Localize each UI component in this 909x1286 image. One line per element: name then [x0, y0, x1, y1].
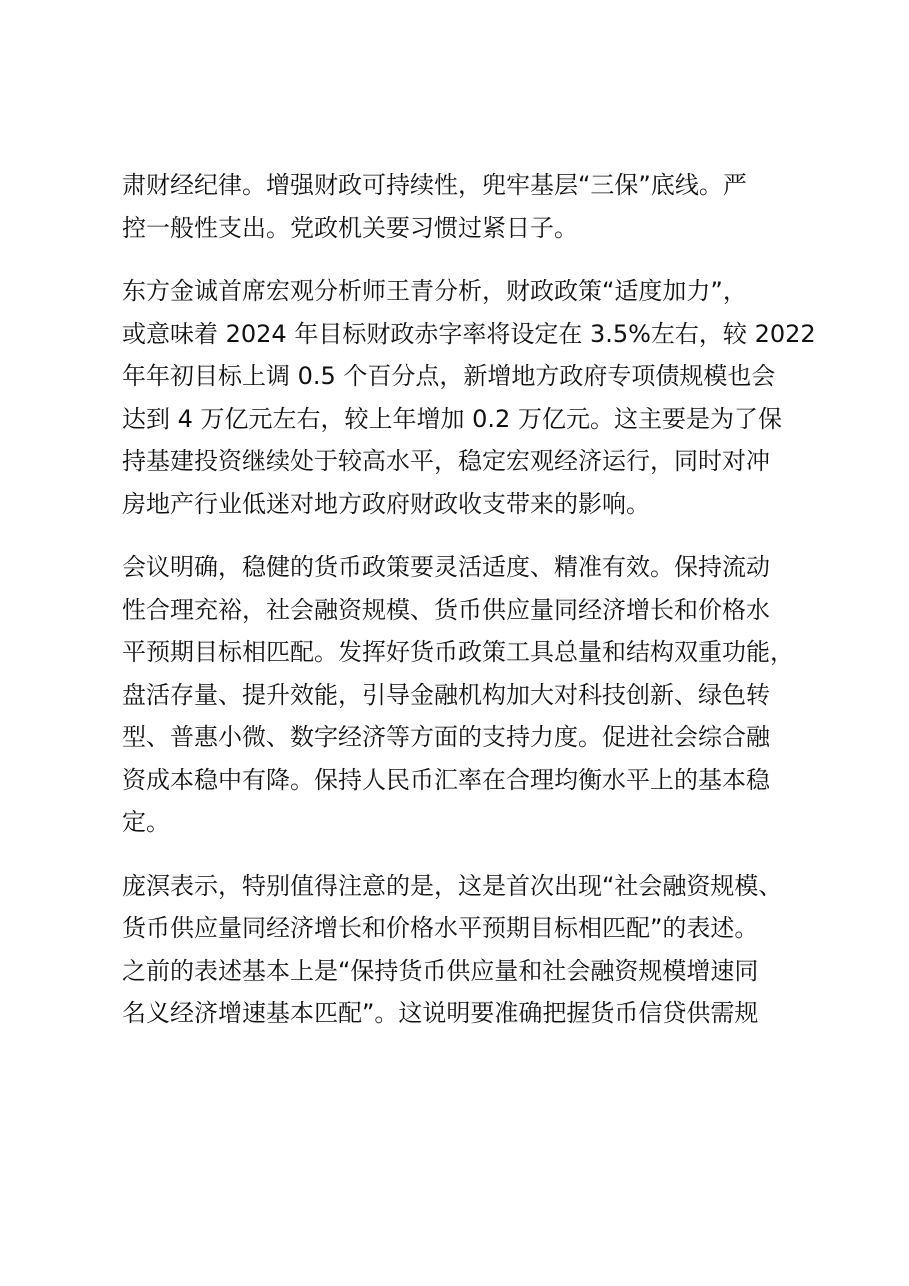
text-line: 肃财经纪律。增强财政可持续性，兜牢基层“三保”底线。严 [122, 171, 747, 199]
text-line: 资成本稳中有降。保持人民币汇率在合理均衡水平上的基本稳 [122, 765, 770, 794]
text-line: 东方金诚首席宏观分析师王青分析，财政政策“适度加力”， [122, 277, 747, 305]
paragraph-fiscal-discipline [122, 164, 802, 249]
paragraph-monetary-policy [122, 546, 802, 844]
text-line: 房地产行业低迷对地方政府财政收支带来的影响。 [122, 489, 650, 518]
text-line: 货币供应量同经济增长和价格水平预期目标相匹配”的表述。 [122, 914, 759, 942]
document-body [122, 164, 816, 1056]
paragraph-pang-ming-comment [122, 865, 802, 1035]
paragraph-analyst-fiscal-policy [122, 270, 816, 525]
text-line: 年年初目标上调 0.5 个百分点，新增地方政府专项债规模也会 [122, 362, 776, 390]
text-line: 盘活存量、提升效能，引导金融机构加大对科技创新、绿色转 [122, 680, 770, 709]
text-line: 会议明确，稳健的货币政策要灵活适度、精准有效。保持流动 [122, 553, 770, 581]
text-line: 达到 4 万亿元左右，较上年增加 0.2 万亿元。这主要是为了保 [122, 404, 782, 433]
text-line: 性合理充裕，社会融资规模、货币供应量同经济增长和价格水 [122, 595, 770, 624]
text-line: 控一般性支出。党政机关要习惯过紧日子。 [122, 213, 578, 242]
text-line: 型、普惠小微、数字经济等方面的支持力度。促进社会综合融 [122, 723, 770, 751]
text-line: 名义经济增速基本匹配”。这说明要准确把握货币信贷供需规 [122, 999, 759, 1027]
text-line: 定。 [122, 808, 170, 836]
text-line: 平预期目标相匹配。发挥好货币政策工具总量和结构双重功能， [122, 638, 794, 666]
text-line: 之前的表述基本上是“保持货币供应量和社会融资规模增速同 [122, 956, 759, 985]
text-line: 或意味着 2024 年目标财政赤字率将设定在 3.5%左右，较 2022 [122, 319, 816, 348]
text-line: 庞溟表示，特别值得注意的是，这是首次出现“社会融资规模、 [122, 871, 783, 900]
text-line: 持基建投资继续处于较高水平，稳定宏观经济运行，同时对冲 [122, 447, 770, 475]
